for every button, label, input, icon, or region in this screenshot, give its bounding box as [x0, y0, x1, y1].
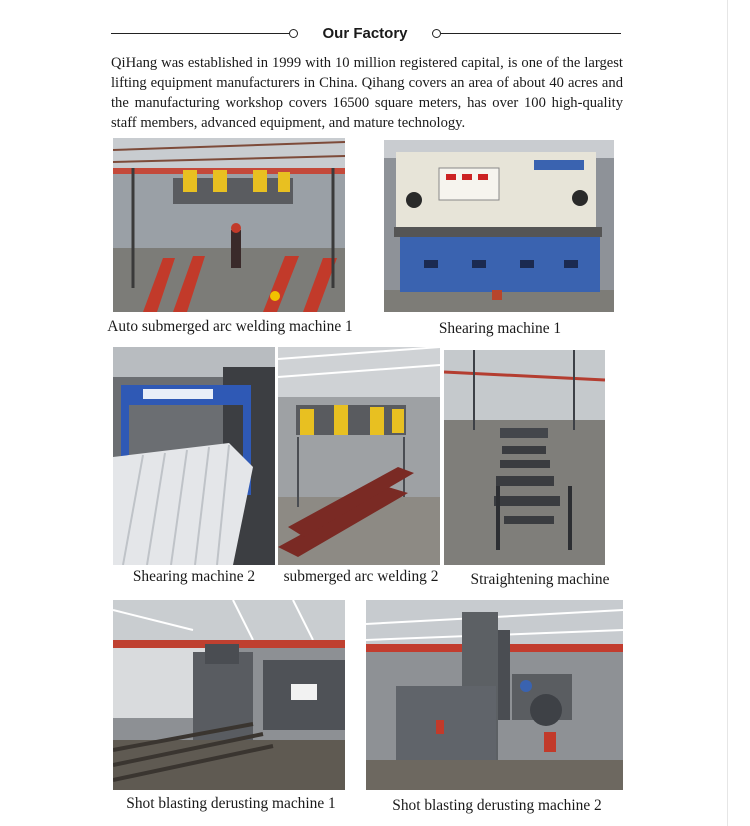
section-title: Our Factory: [322, 25, 408, 42]
caption-shearing-machine-1: Shearing machine 1: [438, 320, 562, 337]
heading-dot-right: [432, 29, 441, 38]
intro-paragraph: QiHang was established in 1999 with 10 million registered capital, is one of the largest lifting equipment manufacturers in China. Qihang covers an area of about 40 acres and the manufacturing workshop covers 16500 square meters, has over 100 high-quality staff members, advanced equipment, and mature technology.: [111, 55, 623, 131]
heading-dot-left: [289, 29, 298, 38]
caption-shot-blasting-derusting-2: Shot blasting derusting machine 2: [392, 797, 602, 814]
photo-shot-blasting-derusting-1: [113, 600, 345, 790]
photo-shearing-machine-2: [113, 347, 275, 565]
caption-auto-submerged-arc-welding: Auto submerged arc welding machine 1: [107, 318, 353, 335]
heading-rule-left: [111, 33, 289, 34]
caption-shearing-machine-2: Shearing machine 2: [132, 568, 256, 585]
photo-submerged-arc-welding-2: [278, 347, 440, 565]
photo-shearing-machine-1: [384, 140, 614, 312]
caption-straightening-machine: Straightening machine: [470, 571, 610, 588]
caption-submerged-arc-welding-2: submerged arc welding 2: [283, 568, 439, 585]
photo-straightening-machine: [444, 350, 605, 565]
caption-shot-blasting-derusting-1: Shot blasting derusting machine 1: [126, 795, 336, 812]
photo-auto-submerged-arc-welding: [113, 138, 345, 312]
photo-shot-blasting-derusting-2: [366, 600, 623, 790]
page-edge-divider: [727, 0, 728, 826]
section-heading: [0, 22, 727, 46]
heading-rule-right: [441, 33, 621, 34]
